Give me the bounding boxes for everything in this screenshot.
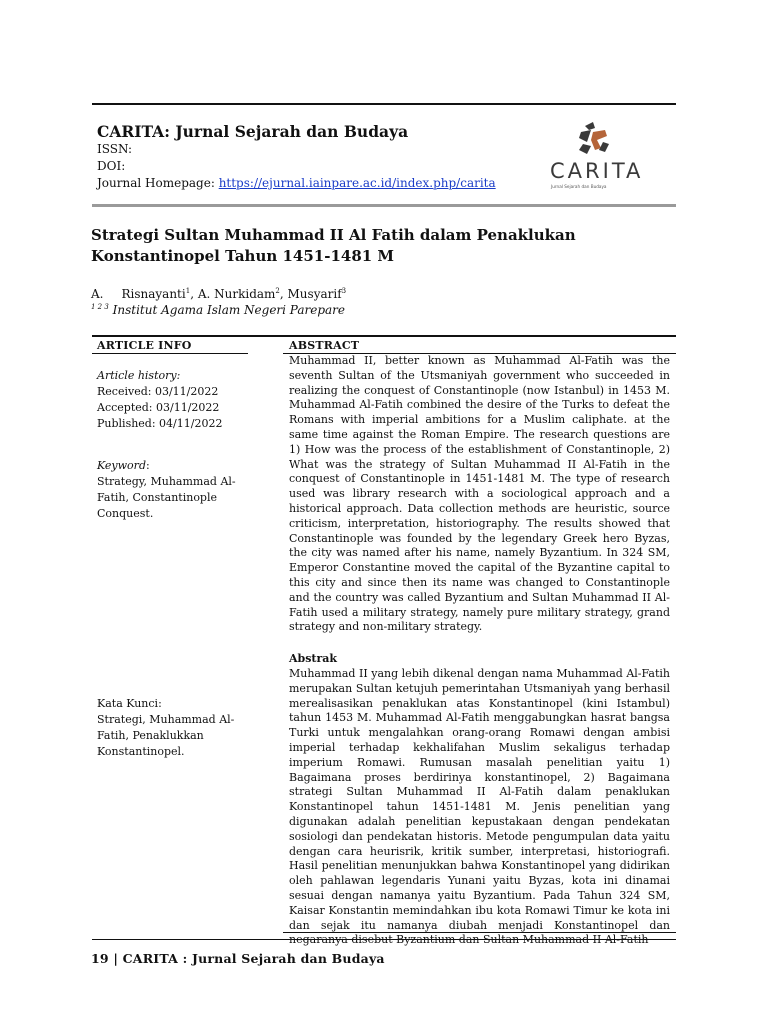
- author-3: , Musyarif: [279, 287, 342, 301]
- abstract-heading: ABSTRACT: [289, 339, 360, 352]
- kata-kunci-block: [97, 696, 243, 760]
- kata-kunci-label: Kata Kunci:: [97, 697, 162, 710]
- abstract-bottom-rule: [283, 932, 676, 933]
- page-number: 19: [91, 951, 109, 966]
- logo-tagline: Jurnal Sejarah dan Budaya: [551, 184, 607, 189]
- info-top-rule: [92, 335, 676, 337]
- keywords-line-3: Conquest.: [97, 507, 154, 520]
- keyword-label: Keyword: [97, 459, 146, 472]
- affiliation: [91, 303, 345, 317]
- footer-rule: [92, 939, 676, 940]
- abstrak-heading: Abstrak: [289, 652, 338, 665]
- page-footer: [91, 951, 385, 966]
- kata-kunci-line-2: Fatih, Penaklukkan: [97, 729, 204, 742]
- carita-emblem-icon: [545, 120, 655, 160]
- article-title: [91, 225, 611, 267]
- keywords-block: [97, 458, 243, 522]
- issn-label: ISSN:: [97, 142, 133, 156]
- keyword-colon: :: [145, 459, 150, 472]
- author-prefix: A.: [91, 287, 104, 301]
- published-date: Published: 04/11/2022: [97, 417, 223, 430]
- homepage-link[interactable]: https://ejurnal.iainpare.ac.id/index.php/carita: [218, 176, 496, 190]
- keyword-label-line: [97, 458, 243, 474]
- author-2: , A. Nurkidam: [190, 287, 276, 301]
- affiliation-sup: 1 2 3: [91, 303, 109, 311]
- author-3-sup: 3: [341, 287, 347, 295]
- header-bottom-rule: [92, 204, 676, 207]
- footer-journal: CARITA : Jurnal Sejarah dan Budaya: [122, 951, 385, 966]
- kata-kunci-line-3: Konstantinopel.: [97, 745, 185, 758]
- doi-label: DOI:: [97, 159, 126, 173]
- article-info-underline: [92, 353, 248, 354]
- homepage-label: Journal Homepage:: [97, 176, 219, 190]
- author-list: [91, 287, 346, 301]
- header-top-rule: [92, 103, 676, 105]
- affiliation-text: Institut Agama Islam Negeri Parepare: [108, 303, 346, 317]
- article-title-line-2: Konstantinopel Tahun 1451-1481 M: [91, 247, 395, 265]
- footer-separator: |: [108, 951, 123, 966]
- carita-logo: [545, 120, 655, 195]
- journal-title: CARITA: Jurnal Sejarah dan Budaya: [97, 122, 409, 141]
- abstract-english: Muhammad II, better known as Muhammad Al-Fatih was the seventh Sultan of the Utsmaniyah government who succeeded in realizing the conquest of Constantinople (now Istanbul) in 1453 M. Muhammad Al-Fatih combined the desire of the Turks to defeat the Romans with imperial ambitions for a Muslim caliphate. at the same time against the Roman Empire. The research questions are 1) How was the process of the establishment of Constantinople, 2) What was the strategy of Sultan Muhammad II Al-Fatih in the conquest of Constantinople in 1451-1481 M. The type of research used was library research with a sociological approach and a historical approach. Data collection methods are heuristic, source criticism, interpretation, historiography. The results showed that Constantinople was founded by the legendary Greek hero Byzas, the city was named after his name, namely Byzantium. In 324 SM, Emperor Constantine moved the capital of the Byzantine capital to this city and since then its name was changed to Constantinople and the country was called Byzantium and Sultan Muhammad II Al-Fatih used a military strategy, namely pure military strategy, grand strategy and non-military strategy.: [289, 354, 670, 634]
- abstract-indonesian: Muhammad II yang lebih dikenal dengan nama Muhammad Al-Fatih merupakan Sultan ketujuh pemerintahan Utsmaniyah yang berhasil merealisasikan penaklukan atas Konstantinopel (kini Istambul) tahun 1453 M. Muhammad Al-Fatih menggabungkan hasrat bangsa Turki untuk mengalahkan orang-orang Romawi dengan ambisi imperial terhadap kekhalifahan Muslim sekaligus terhadap imperium Romawi. Rumusan masalah penelitian yaitu 1) Bagaimana proses berdirinya konstantinopel, 2) Bagaimana strategi Sultan Muhammad II Al-Fatih dalam penaklukan Konstantinopel tahun 1451-1481 M. Jenis penelitian yang digunakan adalah penelitian kepustakaan dengan pendekatan sosiologi dan pendekatan historis. Metode pengumpulan data yaitu dengan cara heurisrik, kritik sumber, interpretasi, historiografi. Hasil penelitian menunjukkan bahwa Konstantinopel yang didirikan oleh pahlawan legendaris Yunani yaitu Byzas, kota ini dinamai sesuai dengan namanya yaitu Byzantium. Pada Tahun 324 SM, Kaisar Konstantin memindahkan ibu kota Romawi Timur ke kota ini dan sejak itu namanya diubah menjadi Konstantinopel dan: [289, 667, 670, 932]
- keywords-line-2: Fatih, Constantinople: [97, 491, 218, 504]
- article-info-heading: ARTICLE INFO: [97, 339, 192, 352]
- journal-homepage: [97, 176, 496, 190]
- kata-kunci-line-1: Strategi, Muhammad Al-: [97, 713, 235, 726]
- author-2-sup: 2: [275, 287, 280, 295]
- keywords-line-1: Strategy, Muhammad Al-: [97, 475, 236, 488]
- author-1: Risnayanti: [121, 287, 186, 301]
- article-history-label: Article history:: [97, 369, 181, 382]
- article-title-line-1: Strategi Sultan Muhammad II Al Fatih dalam Penaklukan: [91, 226, 576, 244]
- article-history: [97, 368, 243, 432]
- logo-wordmark: CARITA: [550, 159, 644, 183]
- author-1-sup: 1: [185, 287, 191, 295]
- accepted-date: Accepted: 03/11/2022: [97, 401, 220, 414]
- received-date: Received: 03/11/2022: [97, 385, 219, 398]
